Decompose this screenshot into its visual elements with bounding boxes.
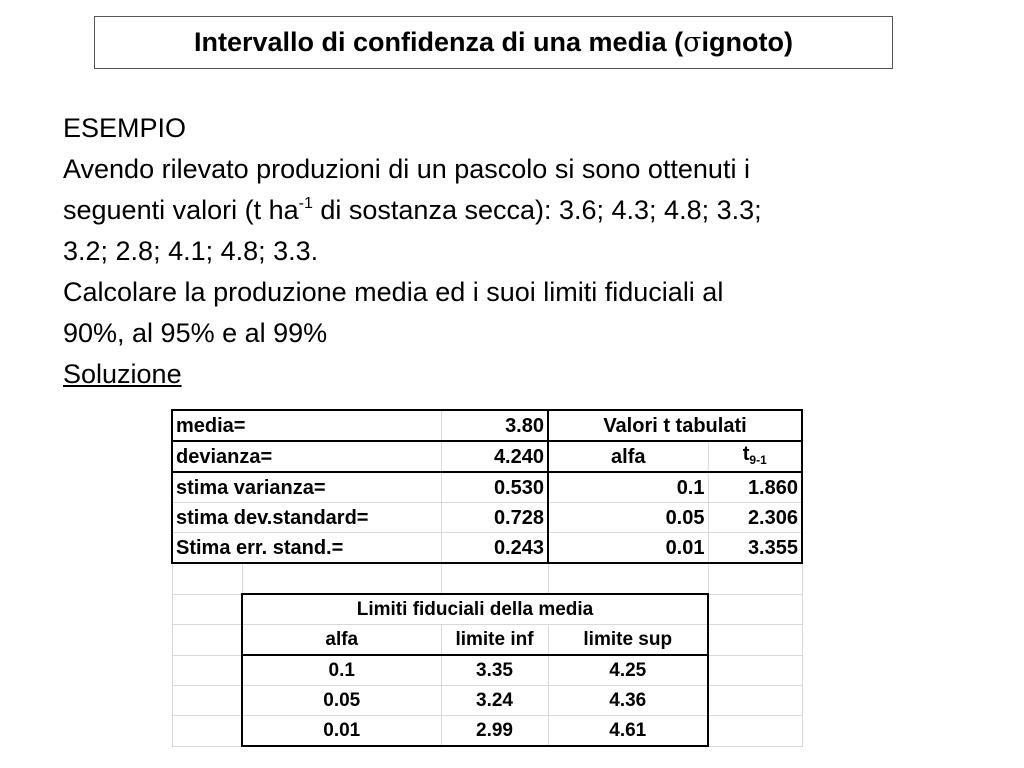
stats-row bbox=[172, 503, 802, 533]
example-line-1: Avendo rilevato produzioni di un pascolo si sono ottenuti i bbox=[63, 154, 750, 184]
t-alfa-value: 0.05 bbox=[548, 503, 708, 533]
solution-label: Soluzione bbox=[63, 359, 182, 389]
stat-value: 0.728 bbox=[441, 503, 548, 533]
limits-col-alfa: alfa bbox=[242, 625, 441, 656]
limits-col-inf: limite inf bbox=[441, 625, 548, 656]
example-heading: ESEMPIO bbox=[63, 113, 187, 143]
example-text bbox=[63, 108, 1003, 395]
limits-col-sup: limite sup bbox=[548, 625, 708, 656]
stat-value: 0.530 bbox=[441, 472, 548, 503]
slide-title bbox=[94, 16, 893, 69]
t-col-alfa: alfa bbox=[548, 441, 708, 472]
spreadsheet-table bbox=[171, 409, 803, 747]
stats-row bbox=[172, 410, 802, 441]
limits-inf: 2.99 bbox=[441, 716, 548, 747]
stat-label: media= bbox=[172, 410, 441, 441]
stat-value: 0.243 bbox=[441, 533, 548, 564]
t-col-header: $t_{9-1}$ bbox=[708, 441, 802, 472]
t-alfa-value: 0.1 bbox=[548, 472, 708, 503]
t-table-title: Valori t tabulati bbox=[548, 410, 802, 441]
limits-alfa: 0.05 bbox=[242, 686, 441, 716]
empty-row bbox=[172, 563, 802, 594]
limits-title-row bbox=[172, 594, 802, 625]
stat-value: 4.240 bbox=[441, 441, 548, 472]
t-value: 2.306 bbox=[708, 503, 802, 533]
sigma-symbol: σ bbox=[683, 27, 702, 58]
stat-label: devianza= bbox=[172, 441, 441, 472]
example-line-5: 90%, al 95% e al 99% bbox=[63, 318, 328, 348]
stat-value: 3.80 bbox=[441, 410, 548, 441]
t-value: 3.355 bbox=[708, 533, 802, 564]
limits-sup: 4.61 bbox=[548, 716, 708, 747]
limits-inf: 3.35 bbox=[441, 655, 548, 686]
limits-row bbox=[172, 716, 802, 747]
t-alfa-value: 0.01 bbox=[548, 533, 708, 564]
stats-row bbox=[172, 441, 802, 472]
stat-label: Stima err. stand.= bbox=[172, 533, 441, 564]
limits-sup: 4.25 bbox=[548, 655, 708, 686]
example-line-2: seguenti valori (t $ha^{-1}$ di sostanza secca): 3.6; 4.3; 4.8; 3.3; bbox=[63, 195, 762, 225]
title-text-before: Intervallo di confidenza di una media ( bbox=[194, 27, 684, 57]
t-value: 1.860 bbox=[708, 472, 802, 503]
limits-alfa: 0.01 bbox=[242, 716, 441, 747]
stat-label: stima varianza= bbox=[172, 472, 441, 503]
unit-exponent: -1 bbox=[298, 195, 313, 212]
limits-row bbox=[172, 686, 802, 716]
title-text-after: ignoto) bbox=[701, 27, 793, 57]
stat-label: stima dev.standard= bbox=[172, 503, 441, 533]
example-line-4: Calcolare la produzione media ed i suoi limiti fiduciali al bbox=[63, 277, 724, 307]
limits-table-title: Limiti fiduciali della media bbox=[242, 594, 708, 625]
limits-sup: 4.36 bbox=[548, 686, 708, 716]
limits-alfa: 0.1 bbox=[242, 655, 441, 686]
stats-row bbox=[172, 533, 802, 564]
stats-row bbox=[172, 472, 802, 503]
limits-header-row bbox=[172, 625, 802, 656]
limits-inf: 3.24 bbox=[441, 686, 548, 716]
limits-row bbox=[172, 655, 802, 686]
example-line-3: 3.2; 2.8; 4.1; 4.8; 3.3. bbox=[63, 236, 319, 266]
